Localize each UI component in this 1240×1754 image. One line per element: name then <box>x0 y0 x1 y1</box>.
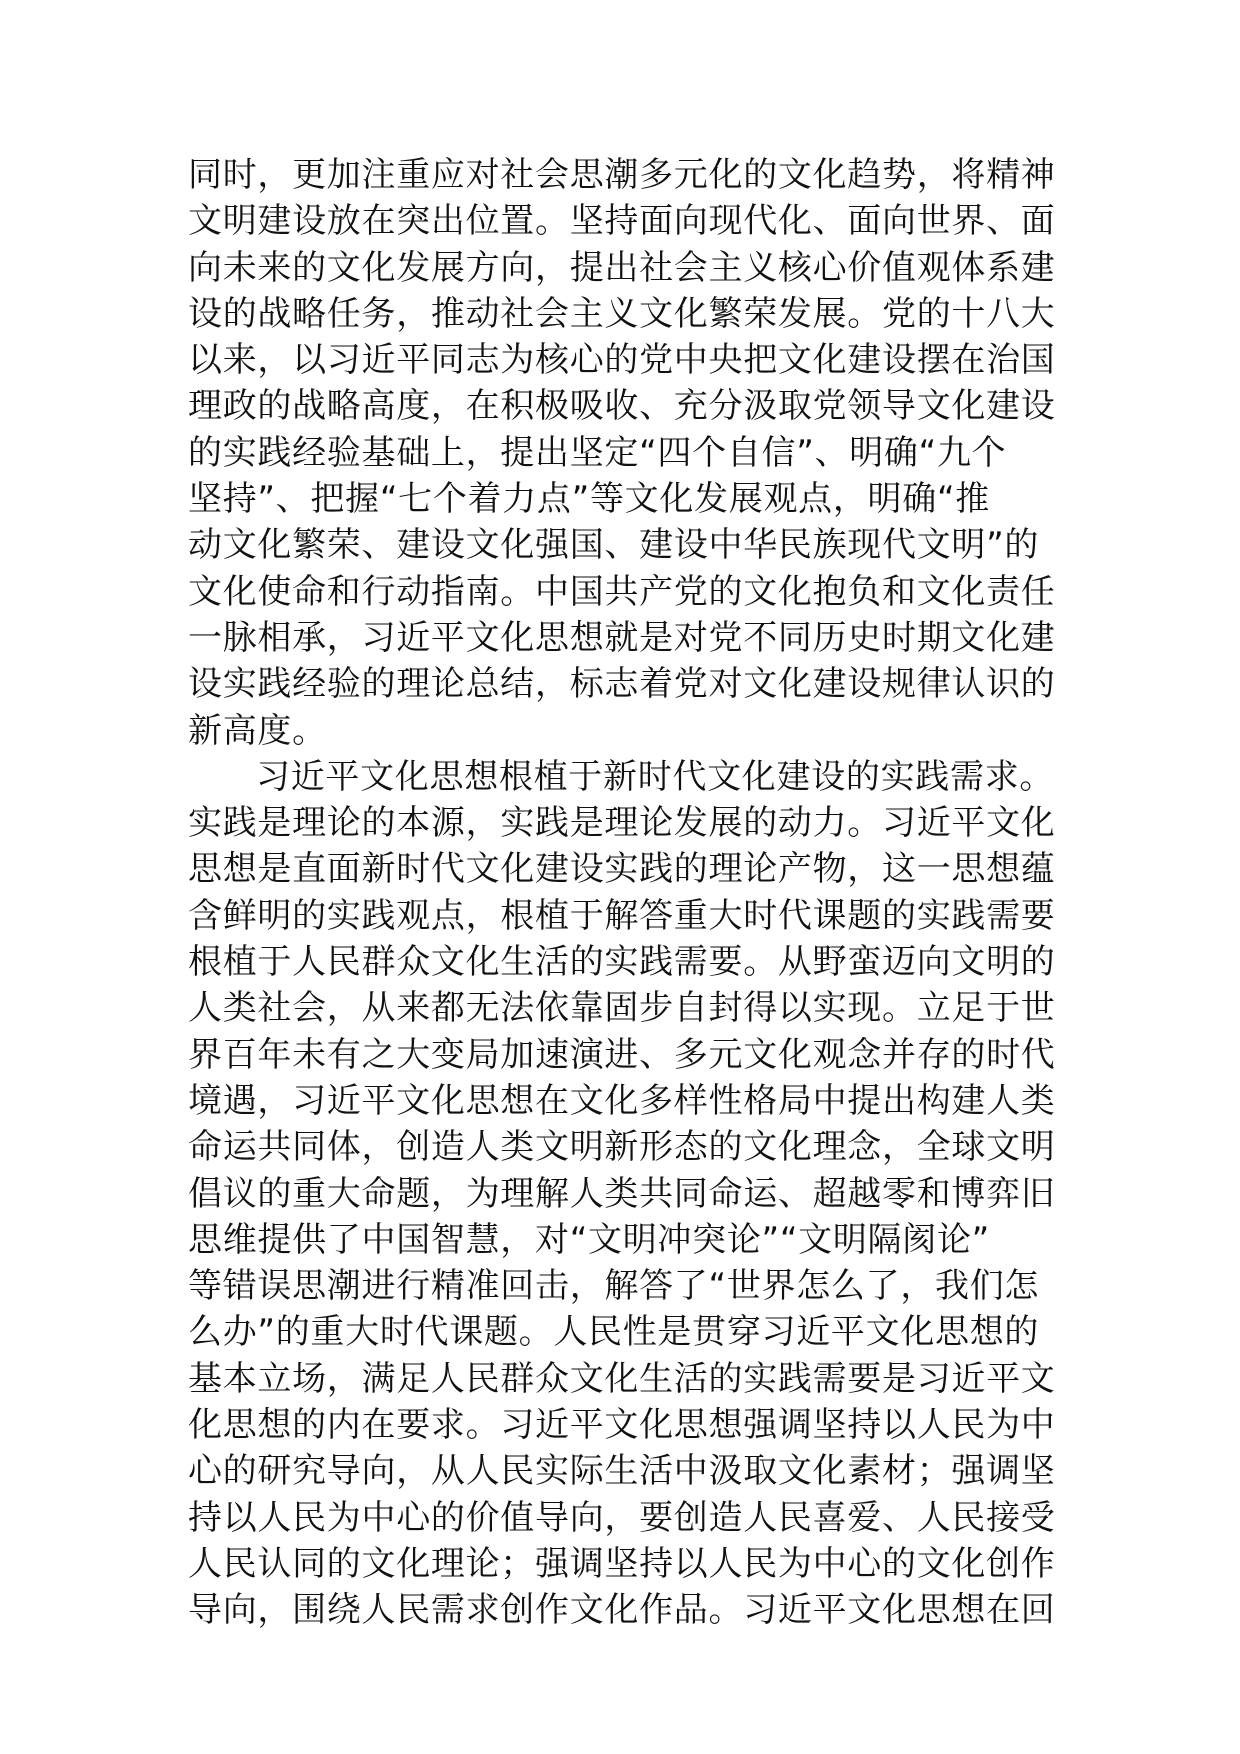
text-line: 么办”的重大时代课题。人民性是贯穿习近平文化思想的 <box>188 1312 1040 1353</box>
text-line: 新高度。 <box>188 710 327 751</box>
text-line: 界百年未有之大变局加速演进、多元文化观念并存的时代 <box>188 1034 1056 1075</box>
text-line: 倡议的重大命题，为理解人类共同命运、超越零和博弈旧 <box>188 1173 1056 1214</box>
text-line: 一脉相承，习近平文化思想就是对党不同历史时期文化建 <box>188 617 1056 658</box>
text-line: 境遇，习近平文化思想在文化多样性格局中提出构建人类 <box>188 1080 1056 1121</box>
text-line: 含鲜明的实践观点，根植于解答重大时代课题的实践需要 <box>188 895 1056 936</box>
paragraph-start-line: 习近平文化思想根植于新时代文化建设的实践需求。 <box>256 756 1055 797</box>
text-line: 思想是直面新时代文化建设实践的理论产物，这一思想蕴 <box>188 849 1056 890</box>
text-line: 动文化繁荣、建设文化强国、建设中华民族现代文明”的 <box>188 525 1040 566</box>
text-line: 人民认同的文化理论；强调坚持以人民为中心的文化创作 <box>188 1543 1056 1584</box>
text-line: 同时，更加注重应对社会思潮多元化的文化趋势，将精神 <box>188 155 1056 195</box>
text-line: 文明建设放在突出位置。坚持面向现代化、面向世界、面 <box>188 201 1056 242</box>
text-line: 根植于人民群众文化生活的实践需要。从野蛮迈向文明的 <box>188 942 1056 983</box>
text-line: 化思想的内在要求。习近平文化思想强调坚持以人民为中 <box>188 1405 1056 1446</box>
text-line: 导向，围绕人民需求创作文化作品。习近平文化思想在回 <box>188 1590 1056 1631</box>
text-line: 心的研究导向，从人民实际生活中汲取文化素材；强调坚 <box>188 1451 1056 1492</box>
text-line: 理政的战略高度，在积极吸收、充分汲取党领导文化建设 <box>188 386 1056 427</box>
text-line: 坚持”、把握“七个着力点”等文化发展观点，明确“推 <box>188 479 990 520</box>
text-line: 的实践经验基础上，提出坚定“四个自信”、明确“九个 <box>188 432 1007 473</box>
text-line: 以来，以习近平同志为核心的党中央把文化建设摆在治国 <box>188 340 1056 381</box>
body-text <box>188 152 1056 1634</box>
text-line: 命运共同体，创造人类文明新形态的文化理念，全球文明 <box>188 1127 1056 1168</box>
text-line: 等错误思潮进行精准回击，解答了“世界怎么了，我们怎 <box>188 1266 1040 1307</box>
text-line: 实践是理论的本源，实践是理论发展的动力。习近平文化 <box>188 803 1056 844</box>
text-line: 基本立场，满足人民群众文化生活的实践需要是习近平文 <box>188 1358 1056 1399</box>
text-line: 设的战略任务，推动社会主义文化繁荣发展。党的十八大 <box>188 293 1056 334</box>
text-line: 人类社会，从来都无法依靠固步自封得以实现。立足于世 <box>188 988 1056 1029</box>
text-line: 文化使命和行动指南。中国共产党的文化抱负和文化责任 <box>188 571 1056 612</box>
text-line: 向未来的文化发展方向，提出社会主义核心价值观体系建 <box>188 247 1056 288</box>
text-line: 持以人民为中心的价值导向，要创造人民喜爱、人民接受 <box>188 1497 1056 1538</box>
text-line: 设实践经验的理论总结，标志着党对文化建设规律认识的 <box>188 664 1056 705</box>
text-line: 思维提供了中国智慧，对“文明冲突论”“文明隔阂论” <box>188 1219 990 1260</box>
